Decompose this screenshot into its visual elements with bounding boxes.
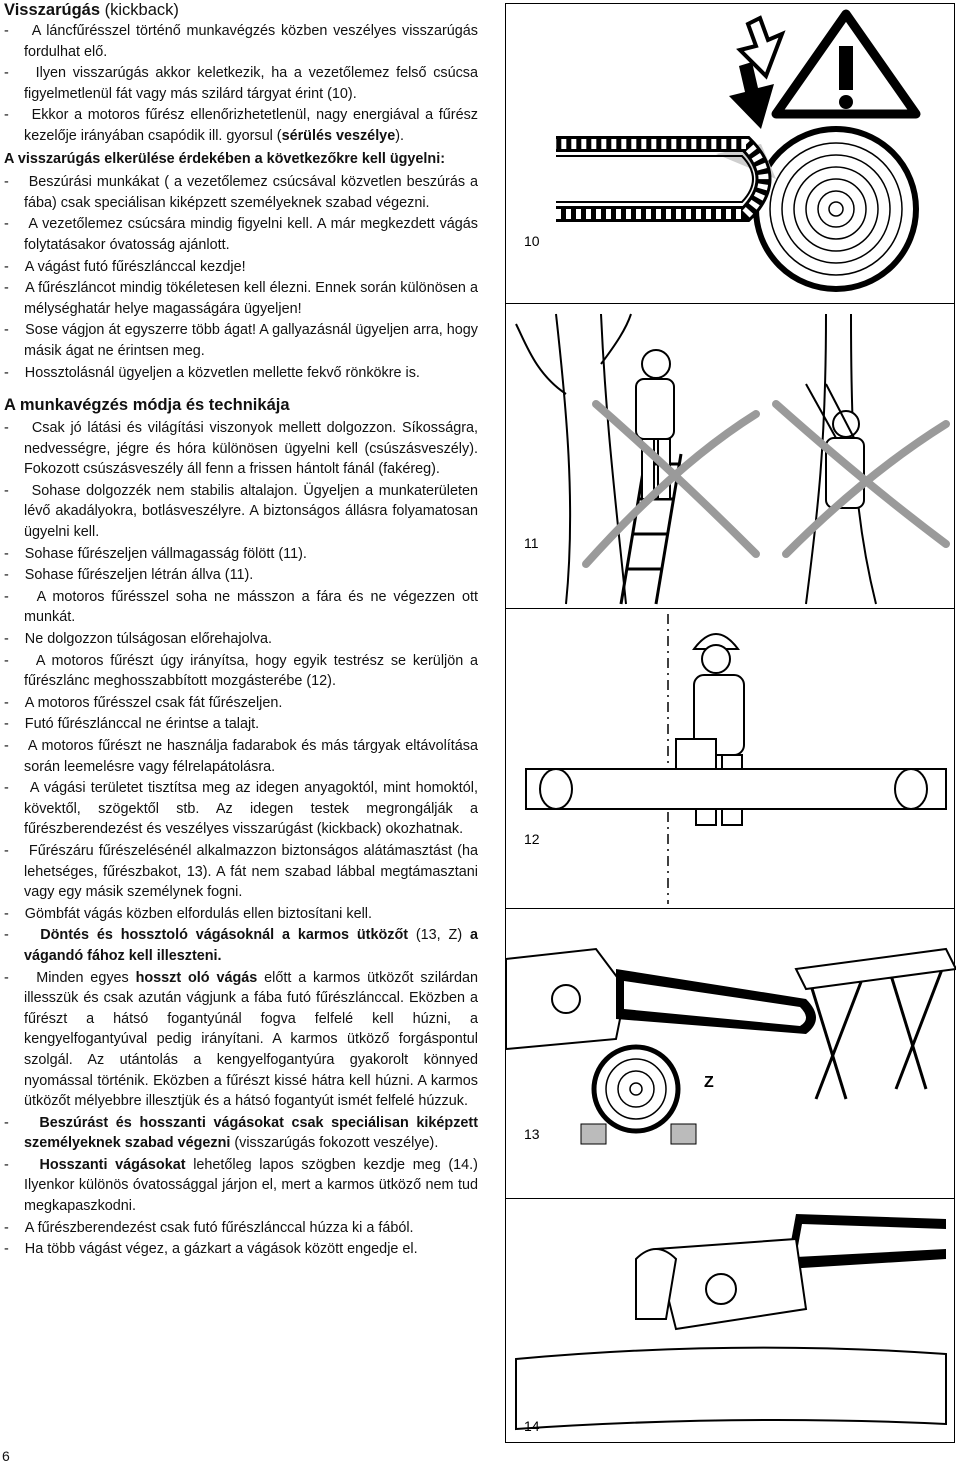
technique-item: - Beszúrást és hosszanti vágásokat csak speciálisan kiképzett személyeknek szabad végezni (visszarúgás fokozott veszélye). xyxy=(4,1114,478,1152)
avoid-kickback-heading: A visszarúgás elkerülése érdekében a következőkre kell ügyelni: xyxy=(4,150,446,167)
log-icon xyxy=(526,769,946,809)
figure-11-no-ladder xyxy=(505,303,955,608)
log-end-icon xyxy=(756,129,916,289)
figure-label-14: 14 xyxy=(524,1418,540,1434)
technique-item: - Hosszanti vágásokat lehetőleg lapos szögben kezdje meg (14.) Ilyenkor különös óvatossággal járjon el, mert a karmos ütköző nem tud megkapaszkodni. xyxy=(4,1156,478,1215)
kickback-item: - Ekkor a motoros fűrész ellenőrizhetetlenül, nagy energiával a fűrész kezelője irányában csapódik ill. gyorsul (sérülés veszélye). xyxy=(4,107,478,144)
log-end-icon xyxy=(594,1047,678,1131)
technique-item: - A motoros fűrészt ne használja fadarabok és más tárgyak eltávolítása során leemelésre vagy félrelapátolásra. xyxy=(4,738,478,775)
avoid-item: - A vezetőlemez csúcsára mindig figyelni kell. A már megkezdett vágás folytatásakor óvatosság ajánlott. xyxy=(4,216,478,253)
figure-10-kickback xyxy=(505,3,955,303)
figure-label-13: 13 xyxy=(524,1126,540,1142)
technique-item: - A vágási területet tisztítsa meg az idegen anyagoktól, mint homoktól, kövektől, szögektől stb. Az idegen testek megrongálják a fűrészberendezést és veszélyes visszarúgást (kickback) okozhatnak. xyxy=(4,780,478,838)
avoid-item: - A fűrészláncot mindig tökéletesen kell élezni. Ennek során különösen a mélységhatár helye magasságára ügyeljen! xyxy=(4,280,478,317)
technique-item: - Csak jó látási és világítási viszonyok mellett dolgozzon. Síkosságra, nedvességre, jégre és hóra különösen ügyelni kell (csúszásveszély). Fokozott csúszásveszély áll fenn a frissen hántolt fánál (fakéreg). xyxy=(4,420,478,478)
figure-label-12: 12 xyxy=(524,831,540,847)
technique-item: - Sohase fűrészeljen vállmagasság fölött (11). xyxy=(4,545,307,562)
technique-item: - Ha több vágást végez, a gázkart a vágások között engedje el. xyxy=(4,1241,418,1258)
technique-item: - Minden egyes hosszt oló vágás előtt a karmos ütközőt szilárdan illesszük és csak azután vágjunk a fába futó fűrészlánccal. Eközben a fűrészt a hátsó fogantyúnál fogva felfelé kell húzni, a kengyelfogantyúval pedig irányítani. A karmos ütköző forgáspontul szolgál. Az utántolás a kengyelfogantyúra gyakorolt könnyed nyomással történik. Eközben a fűrészt kissé hátra kell húzni. A karmos ütközőt mélyebbre illesztjük és a hátsó fogantyút ismét felfelé húzzuk. xyxy=(4,969,478,1110)
technique-item: - Futó fűrészlánccal ne érintse a talajt. xyxy=(4,716,260,733)
guide-bar-icon xyxy=(616,969,816,1034)
warning-exclamation-bar xyxy=(839,46,853,90)
technique-item: - Fűrészáru fűrészelésénél alkalmazzon biztonságos alátámasztást (ha lehetséges, fűrészbakot, 13). A fát nem szabad lábbal megtámasztani vagy egy másik személynek fogni. xyxy=(4,842,478,901)
avoid-item: - Hossztolásnál ügyeljen a közvetlen mellette fekvő rönkökre is. xyxy=(4,364,420,381)
technique-item: - A fűrészberendezést csak futó fűrészlánccal húzza ki a fából. xyxy=(4,1219,414,1236)
kickback-item: - A láncfűrésszel történő munkavégzés közben veszélyes visszarúgás fordulhat elő. xyxy=(4,23,478,60)
warning-exclamation-dot xyxy=(839,95,853,109)
figure-13-sawbuck xyxy=(505,908,955,1198)
log-cutting-illustration xyxy=(506,609,956,909)
spike-cut-illustration xyxy=(506,1199,956,1444)
technique-item: - A motoros fűrésszel soha ne másszon a fára és ne végezzen ott munkát. xyxy=(4,588,478,626)
technique-item: - A motoros fűrészt úgy irányítsa, hogy egyik testrész se kerüljön a fűrészlánc meghosszabbított mozgásterébe (12). xyxy=(4,652,478,690)
kickback-item: - Ilyen visszarúgás akkor keletkezik, ha a vezetőlemez felső csúcsa figyelmetlenül fát vagy más szilárd tárgyat érint (10). xyxy=(4,65,478,102)
sawbuck-illustration xyxy=(506,909,956,1199)
spike-label-z: Z xyxy=(704,1074,714,1091)
support-block xyxy=(671,1124,696,1144)
avoid-item: - A vágást futó fűrészlánccal kezdje! xyxy=(4,258,246,275)
figure-14-felling-spike xyxy=(505,1198,955,1443)
technique-item: - Ne dolgozzon túlságosan előrehajolva. xyxy=(4,631,273,648)
kickback-title: Visszarúgás (kickback) xyxy=(4,1,179,19)
figure-12-cutting-log xyxy=(505,608,955,908)
technique-title: A munkavégzés módja és technikája xyxy=(4,396,290,415)
kickback-illustration xyxy=(506,4,956,304)
chainsaw-body-icon xyxy=(636,1239,806,1329)
avoid-item: - Sose vágjon át egyszerre több ágat! A gallyazásnál ügyeljen arra, hogy másik ágat ne érintsen meg. xyxy=(4,322,478,359)
chainsaw-body-icon xyxy=(506,949,626,1049)
figure-label-10: 10 xyxy=(524,233,540,249)
support-block xyxy=(581,1124,606,1144)
technique-item: - A motoros fűrésszel csak fát fűrészeljen. xyxy=(4,694,283,711)
page-number: 6 xyxy=(2,1448,10,1464)
avoid-item: - Beszúrási munkákat ( a vezetőlemez csúcsával közvetlen beszúrás a fába) csak speciálisan kiképzett személyeknek szabad végezni. xyxy=(4,174,478,211)
technique-item: - Sohase dolgozzék nem stabilis altalajon. Ügyeljen a munkaterületen lévő akadályokra, botlásveszélyre. A biztonságos állásra folyamatosan ügyelni kell. xyxy=(4,482,478,541)
log-icon xyxy=(516,1348,946,1429)
figure-label-11: 11 xyxy=(524,535,539,551)
technique-item: - Döntés és hossztoló vágásoknál a karmos ütközőt (13, Z) a vágandó fához kell illeszteni. xyxy=(4,927,478,964)
technique-item: - Gömbfát vágás közben elfordulás ellen biztosítani kell. xyxy=(4,905,372,922)
ladder-illustration xyxy=(506,304,956,609)
technique-item: - Sohase fűrészeljen létrán állva (11). xyxy=(4,567,254,584)
figure-column xyxy=(505,3,957,1443)
text-column xyxy=(4,0,478,1261)
sawbuck-icon xyxy=(796,949,956,1099)
guide-bar-icon xyxy=(786,1214,946,1269)
